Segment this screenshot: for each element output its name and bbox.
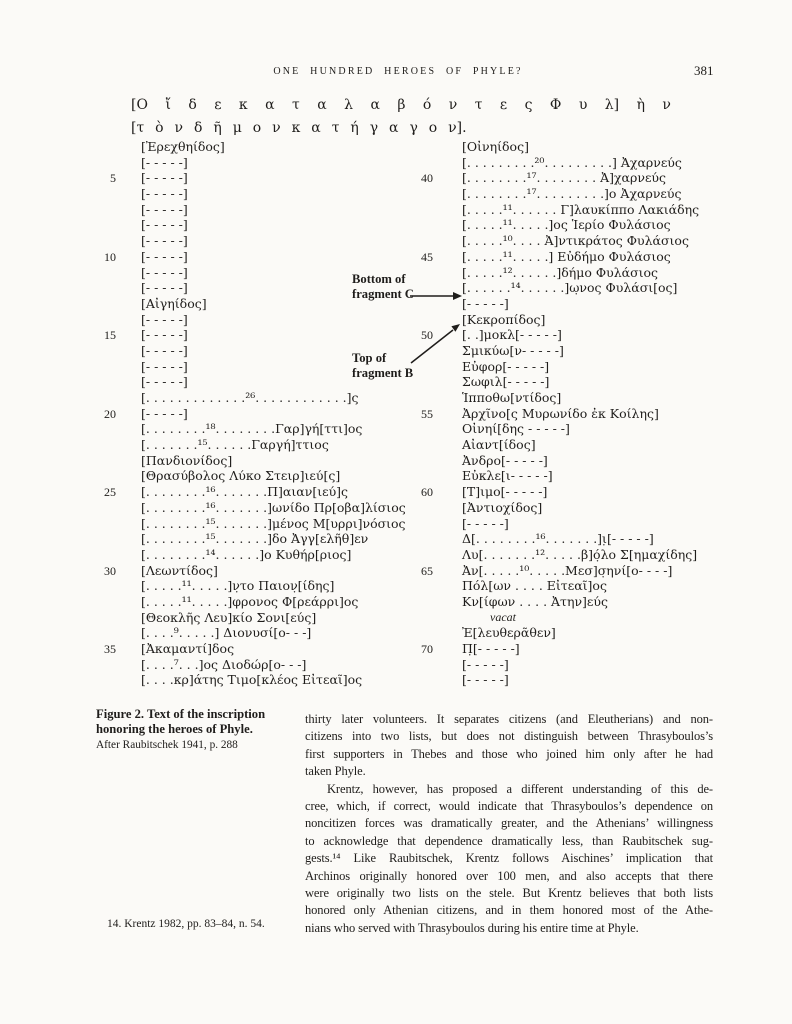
- inscription-line: [410, 374, 740, 390]
- text-line: Figure 2. Text of the inscription: [96, 707, 266, 721]
- line-number: 30: [104, 563, 116, 578]
- page-number: 381: [694, 63, 714, 78]
- inscription-text: [. . . . .¹¹. . . . .]φρονος Φ[ρεάρρι]ος: [141, 593, 359, 609]
- figure-caption-credit: After Raubitschek 1941, p. 288: [96, 739, 238, 751]
- inscription-line: [410, 155, 740, 171]
- inscription-text: [- - - - -]: [141, 170, 188, 186]
- inscription-line: [410, 657, 740, 673]
- line-number: 10: [104, 249, 116, 264]
- inscription-heading-line-2: [τ ὸ ν δ ῆ μ ο ν κ α τ ή γ α γ ο ν].: [131, 120, 467, 136]
- line-number: 40: [421, 171, 433, 186]
- text-line: noncitizen forces was dramatically greater, and the Athenians’ willingness: [305, 816, 713, 831]
- text-line: Krentz, however, has proposed a different understanding of this de-: [327, 781, 713, 796]
- inscription-line: [410, 170, 740, 186]
- text-line: nians who served with Thrasyboulos during his entire time at Phyle.: [305, 920, 639, 935]
- text-line: taken Phyle.: [305, 764, 366, 779]
- inscription-line: [93, 610, 403, 626]
- line-number: 70: [421, 642, 433, 656]
- inscription-line: [410, 233, 740, 249]
- inscription-line: [410, 625, 740, 641]
- figure-caption: [96, 707, 311, 737]
- inscription-line: [410, 672, 740, 688]
- inscription-line: [93, 468, 403, 484]
- inscription-line: [410, 594, 740, 610]
- inscription-line: [410, 202, 740, 218]
- inscription-text: vacat: [490, 609, 516, 624]
- inscription-heading-line-1: [Ο ἴ δ ε κ α τ α λ α β ό ν τ ε ς Φ υ λ] ὴ ν: [131, 97, 671, 113]
- line-number: 65: [421, 563, 433, 578]
- line-number: 60: [421, 485, 433, 500]
- inscription-text: [- - - - -]: [462, 515, 509, 531]
- inscription-line: [410, 406, 740, 422]
- inscription-line: [93, 625, 403, 641]
- inscription-line: [93, 563, 403, 579]
- inscription-text: Ἀνδρο[- - - - -]: [462, 452, 548, 468]
- inscription-text: Π̣[- - - - -]: [462, 641, 520, 656]
- inscription-text: [- - - - -]: [141, 311, 188, 327]
- inscription-text: [Πανδιονίδος]: [141, 452, 233, 468]
- inscription-text: [- - - - -]: [462, 656, 509, 672]
- inscription-line: [410, 641, 740, 657]
- inscription-text: [- - - - -]: [462, 295, 509, 311]
- inscription-text: [. . . . . . . .¹⁵. . . . . . .]μένος Μ[υρρι]νόσιος: [141, 515, 406, 531]
- inscription-text: [Λεωντίδος]: [141, 562, 218, 578]
- inscription-text: Σμικύω[ν- - - - -]: [462, 342, 564, 358]
- inscription-line: [93, 531, 403, 547]
- inscription-text: Κν[ίφων . . . . Ἀτην]εύς: [462, 593, 609, 609]
- inscription-line: [410, 547, 740, 563]
- text-line: honored only Athenian citizens, and in them honored most of the Athe-: [305, 903, 713, 918]
- inscription-text: [Κεκροπίδος]: [462, 311, 546, 327]
- inscription-text: [- - - - -]: [141, 154, 188, 170]
- inscription-line: [93, 499, 406, 516]
- text-line: honoring the heroes of Phyle.: [96, 722, 253, 736]
- inscription-line: [93, 233, 403, 249]
- text-line: were originally two lists on the stele. But Krentz believes that both lists: [305, 886, 713, 901]
- inscription-text: [Ἀκαμαντί]δος: [141, 641, 235, 656]
- inscription-text: [. . . . . . . . . . . . .²⁶. . . . . . . . . . . .]ς: [141, 390, 359, 405]
- fragment-b-label: [352, 351, 413, 381]
- inscription-text: [- - - - -]: [141, 327, 188, 343]
- inscription-text: [. . . . . . . .¹⁶. . . . . . .Π]αιαν[ιεύ]ς: [141, 484, 349, 500]
- inscription-text: [Αἰγηίδος]: [141, 295, 207, 311]
- inscription-text: [- - - - -]: [141, 264, 188, 280]
- footnote: 14. Krentz 1982, pp. 83–84, n. 54.: [107, 918, 265, 930]
- inscription-line: [93, 327, 403, 343]
- inscription-text: [. . . . . . . .¹⁷. . . . . . . . Ἀ]χαρνεύς: [462, 170, 667, 186]
- inscription-text: [- - - - -]: [141, 342, 188, 358]
- line-number: 20: [104, 406, 116, 421]
- line-number: 45: [421, 249, 433, 264]
- inscription-text: [Ἀντιοχίδος]: [462, 499, 543, 515]
- inscription-text: [. .]μοκλ[- - - - -]: [462, 327, 562, 343]
- inscription-line: [93, 453, 403, 469]
- inscription-text: Ἐ[λευθερᾶθεν]: [462, 625, 556, 641]
- inscription-line: [410, 186, 740, 202]
- inscription-text: [. . . . .¹¹. . . . . . Γ]λαυκίππο Λακιάδης: [462, 201, 700, 217]
- inscription-text: [- - - - -]: [141, 358, 188, 374]
- inscription-text: [Θρασύβολος Λύκο Στειρ]ιεύ[ς]: [141, 468, 341, 484]
- inscription-line: [410, 563, 740, 579]
- text-line: cree, which, if correct, would indicate that Thrasyboulos’s dependence on: [305, 799, 713, 814]
- text-line: Archinos originally honored over 100 men, and also accepts that there: [305, 868, 713, 883]
- inscription-line: [93, 139, 403, 155]
- inscription-line: [93, 484, 403, 500]
- text-line: gests.¹⁴ Like Raubitschek, Krentz follows Aischines’ implication that: [305, 851, 713, 866]
- text-line: to acknowledge that dependence dramatically less, than Raubitschek sug-: [305, 833, 713, 848]
- inscription-text: [- - - - -]: [141, 405, 188, 421]
- running-head: ONE HUNDRED HEROES OF PHYLE?: [273, 66, 523, 77]
- inscription-text: Οἰνηί[δης - - - - -]: [462, 421, 570, 437]
- inscription-line: [93, 657, 403, 673]
- inscription-line: [93, 312, 403, 328]
- inscription-line: [410, 421, 740, 437]
- inscription-text: Εὐκλε[ι- - - - -]: [462, 468, 553, 484]
- inscription-text: [- - - - -]: [141, 201, 188, 217]
- inscription-text: [Ἐρεχθηίδος]: [141, 139, 225, 154]
- fragment-c-label-line1: Bottom of: [352, 272, 406, 286]
- inscription-text: [. . . . .¹¹. . . . .] Εὐδήμο Φυλάσιος: [462, 248, 671, 264]
- inscription-right-column: [410, 139, 740, 688]
- inscription-line: [93, 437, 403, 453]
- body-paragraph-1: [305, 711, 713, 781]
- inscription-line: [410, 390, 740, 406]
- inscription-text: [. . . . . . . .¹⁷. . . . . . . . .]ο Ἀχαρνεύς: [462, 186, 682, 202]
- inscription-line: [410, 610, 740, 626]
- inscription-text: [. . . .κρ]άτης Τιμο[κλέος Εἰτεαῖ]ος: [141, 672, 363, 688]
- line-number: 50: [421, 328, 433, 343]
- inscription-text: [. . . . .¹¹. . . . .]ν̣το Παιον̣[ίδης]: [141, 578, 335, 594]
- inscription-text: [- - - - -]: [141, 280, 188, 296]
- inscription-text: [. . . . . . . .¹⁵. . . . . . .]δο Ἀγγ[ελῆθ]εν: [141, 531, 369, 547]
- inscription-text: Ἱπποθω[ντίδος]: [462, 390, 562, 405]
- inscription-line: [410, 468, 740, 484]
- inscription-line: [410, 578, 740, 594]
- body-paragraph-2: [305, 781, 713, 938]
- arrow-to-fragment-c-line-icon: [410, 290, 462, 302]
- inscription-line: [93, 170, 403, 186]
- inscription-text: [- - - - -]: [141, 217, 188, 233]
- inscription-line: [93, 641, 403, 657]
- inscription-text: [. . . . .¹⁰. . . . Ἀ]ντικράτος Φυλάσιος: [462, 233, 689, 249]
- inscription-text: Εὐφορ[- - - - -]: [462, 358, 550, 374]
- inscription-line: [410, 217, 740, 233]
- inscription-text: Λυ[. . . . . . .¹². . . . .β]ό̣λο Σ[ημαχίδης]: [462, 546, 698, 562]
- body-text: [305, 711, 713, 937]
- inscription-line: [93, 249, 403, 265]
- inscription-text: [. . . . . . .¹⁵. . . . . .Γαργή]ττιος: [141, 437, 329, 453]
- inscription-line: [93, 217, 403, 233]
- inscription-line: [410, 516, 740, 532]
- inscription-line: [93, 547, 403, 563]
- inscription-text: [. . . . . . . .¹⁶. . . . . . .]ωνίδο Πρ[οβα]λίσιος: [141, 499, 406, 515]
- inscription-text: Δ[. . . . . . . .¹⁶. . . . . . .]ι̣[- - - - -]: [462, 531, 654, 547]
- inscription-text: Σωφιλ[- - - - -]: [462, 374, 550, 390]
- inscription-text: [. . . . . . . . .²⁰. . . . . . . . .] Ἀχαρνεύς: [462, 154, 682, 170]
- inscription-text: [Τ]ιμο[- - - - -]: [462, 484, 548, 500]
- inscription-text: [Οἰνηίδος]: [462, 139, 529, 154]
- fragment-b-label-line2: fragment B: [352, 366, 414, 381]
- inscription-text: [Θεοκλῆς Λευ]κίο Σονι[εύς]: [141, 609, 317, 625]
- line-number: 35: [104, 642, 116, 656]
- inscription-line: [410, 484, 740, 500]
- inscription-line: [93, 202, 403, 218]
- inscription-text: [. . . .⁷. . .]ος Διοδώρ[ο- - -]: [141, 656, 307, 672]
- inscription-text: [. . . .⁹. . . . .] Διονυσί[ο- - -]: [141, 625, 312, 641]
- inscription-text: [. . . . .¹². . . . . .]δήμο Φυλάσιος: [462, 264, 659, 280]
- inscription-text: [- - - - -]: [141, 233, 188, 249]
- arrow-to-fragment-b-line-icon: [408, 318, 466, 366]
- inscription-line: [410, 500, 740, 516]
- inscription-line: [410, 249, 740, 265]
- inscription-line: [410, 139, 740, 155]
- inscription-line: [410, 437, 740, 453]
- inscription-left-column: [93, 139, 406, 688]
- inscription-text: Ἀρχῖνο[ς Μυρωνίδο ἐκ Κοίλης]: [462, 405, 659, 421]
- inscription-line: [93, 672, 403, 688]
- fragment-c-label-line2: fragment C: [352, 287, 414, 302]
- line-number: 15: [104, 328, 116, 343]
- inscription-line: [410, 453, 740, 469]
- fragment-b-label-line1: Top of: [352, 351, 387, 365]
- inscription-line: [93, 186, 403, 202]
- text-line: thirty later volunteers. It separates citizens (and Eleutherians) and non-: [305, 712, 713, 726]
- text-line: first supporters in Thebes and those who joined him only after he had: [305, 746, 713, 761]
- inscription-line: [93, 390, 403, 406]
- inscription-text: Πόλ[ων . . . . Εἰτεαῖ]ος: [462, 578, 607, 594]
- inscription-text: [. . . . . .¹⁴. . . . . .]ω̣νος Φυλάσι[ος]: [462, 280, 678, 296]
- text-line: citizens into two lists, but does not distinguish between Thrasyboulos’s: [305, 729, 713, 744]
- line-number: 25: [104, 485, 116, 500]
- inscription-text: Αἰαντ[ίδος]: [462, 437, 536, 453]
- inscription-text: Ἀν[. . . . .¹⁰. . . . .Μεσ]σ̣ηνί[ο- - - -]: [462, 562, 673, 578]
- inscription-text: [- - - - -]: [141, 374, 188, 390]
- inscription-line: [410, 265, 740, 281]
- line-number: 5: [110, 171, 116, 186]
- inscription-line: [93, 406, 403, 422]
- fragment-c-label: [352, 272, 414, 302]
- inscription-line: [93, 578, 403, 594]
- inscription-line: [93, 155, 403, 171]
- line-number: 55: [421, 406, 433, 421]
- inscription-text: [- - - - -]: [141, 186, 188, 202]
- inscription-line: [410, 531, 740, 547]
- inscription-line: [93, 421, 403, 437]
- inscription-line: [93, 515, 406, 532]
- inscription-text: [. . . . .¹¹. . . . .]ος Ἱερίο Φυλάσιος: [462, 217, 671, 233]
- inscription-line: [93, 594, 403, 610]
- inscription-text: [. . . . . . . .¹⁸. . . . . . . .Γαρ]γή[ττι]ος: [141, 421, 363, 437]
- inscription-text: [- - - - -]: [141, 248, 188, 264]
- inscription-text: [. . . . . . . .¹⁴. . . . . .]ο Κυθήρ[ριος]: [141, 546, 352, 562]
- inscription-text: [- - - - -]: [462, 672, 509, 688]
